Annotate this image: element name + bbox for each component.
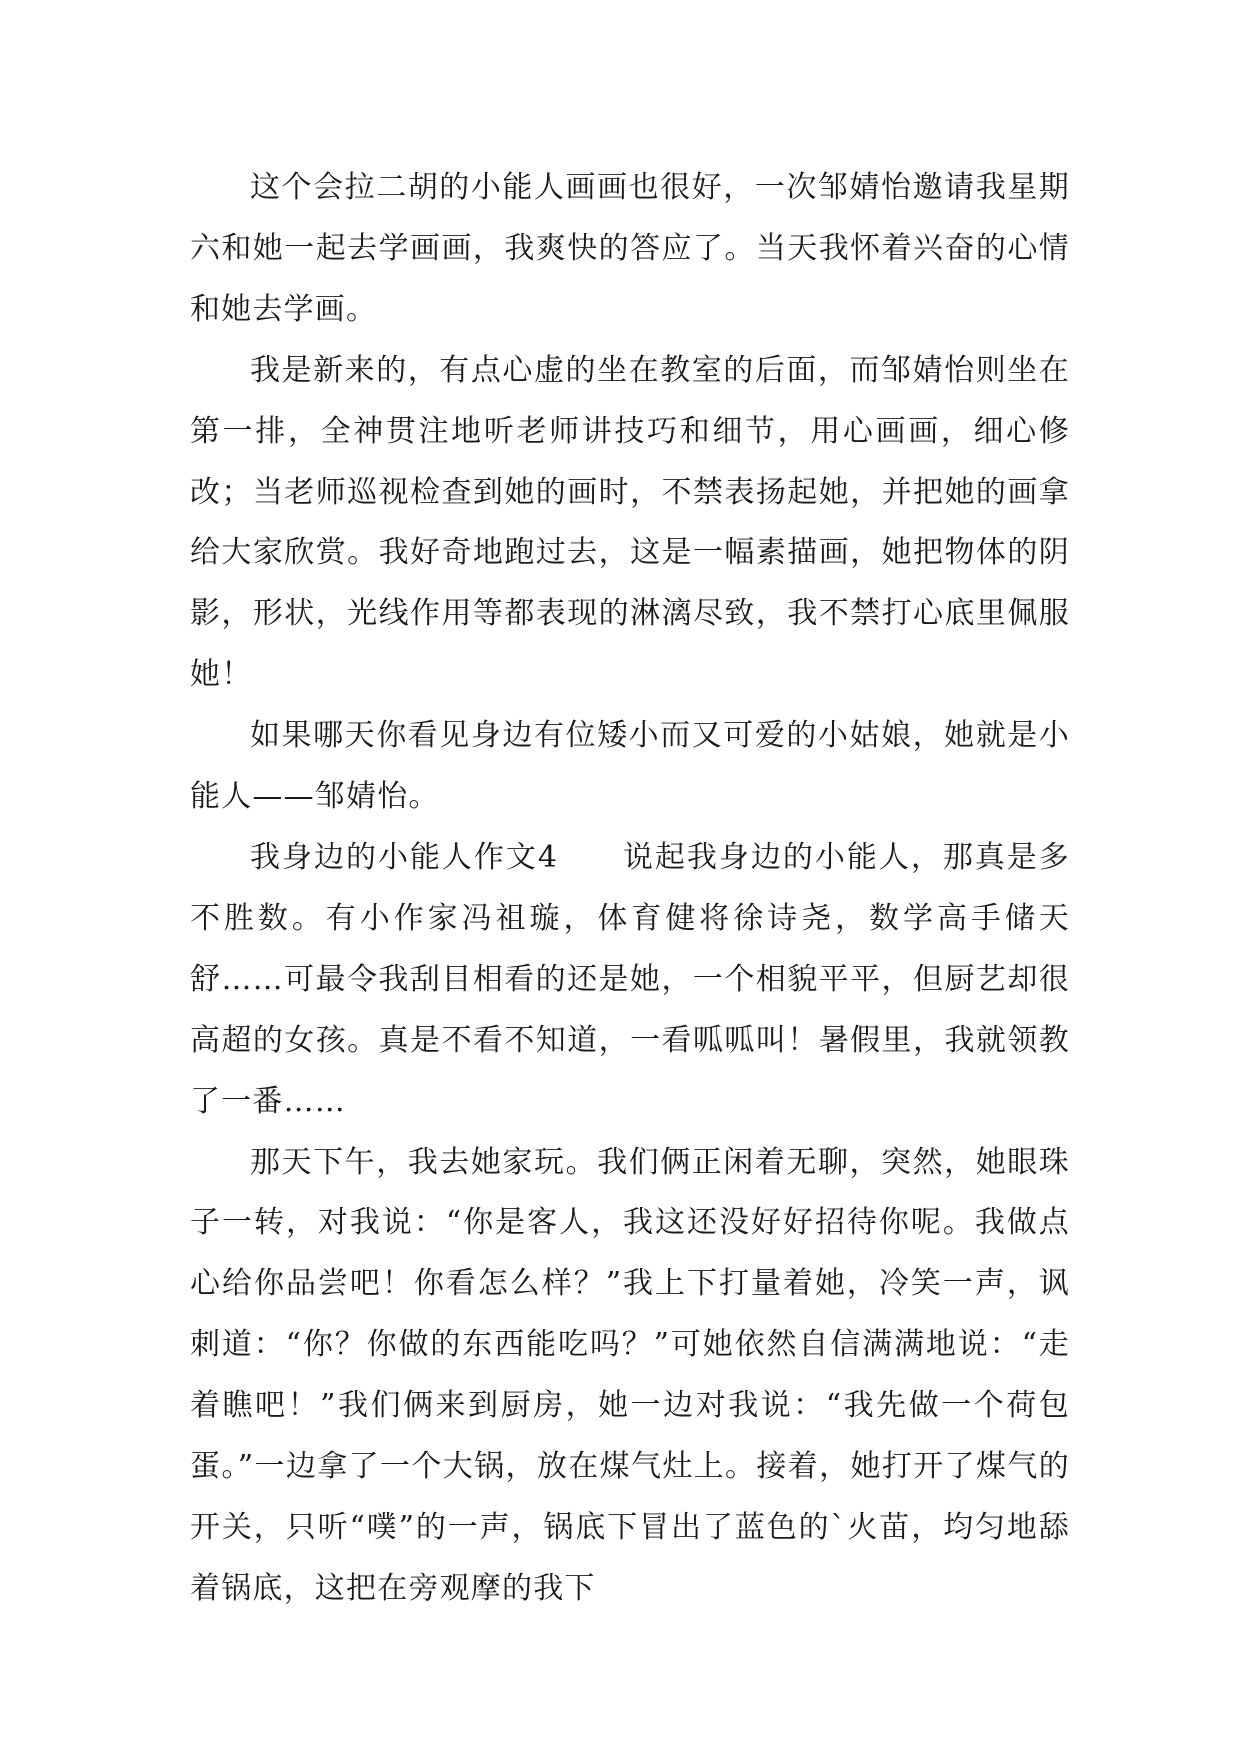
document-body xyxy=(190,158,1070,1620)
paragraph-1: 这个会拉二胡的小能人画画也很好，一次邹婧怡邀请我星期六和她一起去学画画，我爽快的答应了。当天我怀着兴奋的心情和她去学画。 xyxy=(190,170,1070,327)
paragraph-4: 我身边的小能人作文4 说起我身边的小能人，那真是多不胜数。有小作家冯祖璇，体育健将徐诗尧，数学高手储天舒……可最令我刮目相看的还是她，一个相貌平平，但厨艺却很高超的女孩。真是不看不知道，一看呱呱叫！暑假里，我就领教了一番…… xyxy=(190,839,1070,1119)
paragraph-2: 我是新来的，有点心虚的坐在教室的后面，而邹婧怡则坐在第一排，全神贯注地听老师讲技巧和细节，用心画画，细心修改；当老师巡视检查到她的画时，不禁表扬起她，并把她的画拿给大家欣赏。我好奇地跑过去，这是一幅素描画，她把物体的阴影，形状，光线作用等都表现的淋漓尽致，我不禁打心底里佩服她！ xyxy=(190,352,1070,693)
paragraph-5: 那天下午，我去她家玩。我们俩正闲着无聊，突然，她眼珠子一转，对我说：“你是客人，我这还没好好招待你呢。我做点心给你品尝吧！你看怎么样？”我上下打量着她，冷笑一声，讽刺道：“你？你做的东西能吃吗？”可她依然自信满满地说：“走着瞧吧！”我们俩来到厨房，她一边对我说：“我先做一个荷包蛋。”一边拿了一个大锅，放在煤气灶上。接着，她打开了煤气的开关，只听“噗”的一声，锅底下冒出了蓝色的`火苗，均匀地舔着锅底，这把在旁观摩的我下 xyxy=(190,1144,1070,1606)
paragraph-3: 如果哪天你看见身边有位矮小而又可爱的小姑娘，她就是小能人——邹婧怡。 xyxy=(190,718,1070,815)
